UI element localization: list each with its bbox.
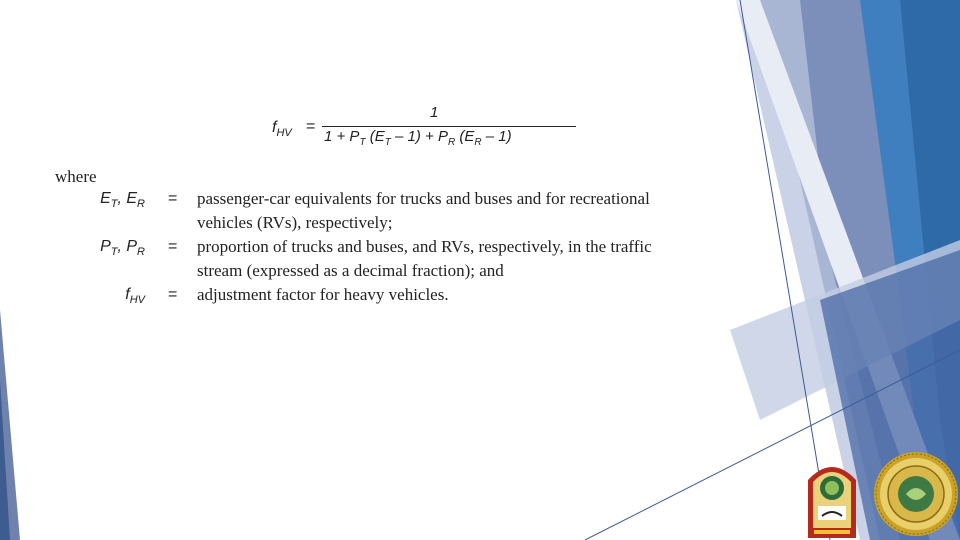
bottom-white-notch xyxy=(700,470,820,540)
college-seal-icon xyxy=(872,450,960,538)
university-emblem-icon xyxy=(804,458,860,538)
definition-symbol: $f_{HV}$ xyxy=(125,286,145,307)
definition-symbol: $P_T$, $P_R$ xyxy=(100,238,145,259)
where-label: where xyxy=(55,167,97,186)
definition-text-line1: passenger-car equivalents for trucks and buses and for recreational xyxy=(197,189,650,208)
formula-denominator: $1 + P_T$ $(E_T - 1) + P_R$ $(E_R - 1)$ xyxy=(324,128,512,148)
definition-text-line2: vehicles (RVs), respectively; xyxy=(197,213,393,232)
formula-lhs: $f_{HV}$ xyxy=(272,119,292,140)
definition-text-line2: stream (expressed as a decimal fraction); and xyxy=(197,261,504,280)
definition-equals: = xyxy=(168,238,178,255)
formula-numerator: 1 xyxy=(430,104,439,121)
definition-equals: = xyxy=(168,286,178,303)
formula-equals: = xyxy=(306,118,316,135)
definition-text-line1: proportion of trucks and buses, and RVs, respectively, in the traffic xyxy=(197,237,652,256)
definition-symbol: $E_T$, $E_R$ xyxy=(100,190,145,211)
fraction-bar xyxy=(322,126,576,127)
definition-equals: = xyxy=(168,190,178,207)
heavy-vehicle-formula xyxy=(272,104,572,154)
definition-text-line1: adjustment factor for heavy vehicles. xyxy=(197,285,449,304)
